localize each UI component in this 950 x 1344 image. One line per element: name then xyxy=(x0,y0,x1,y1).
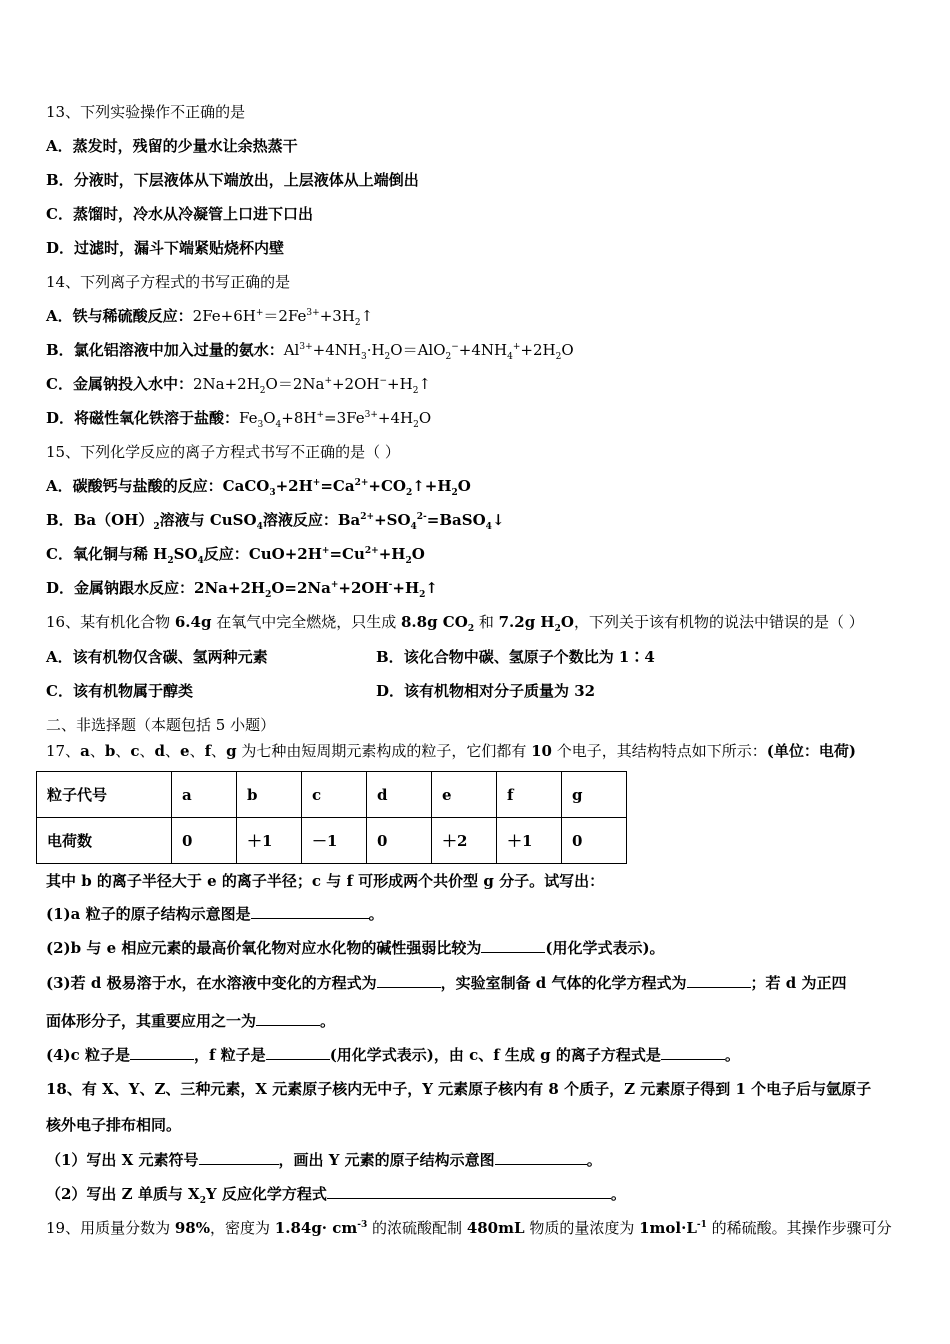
q14-option-d: D．将磁性氧化铁溶于盐酸：$Fe_3O_4+8H^+=3Fe^{3+}+4H_2O$ xyxy=(46,409,432,430)
q19-stem: 19、用质量分数为 98%，密度为 $1.84g\cdot cm^{-3}$ 的浓硫酸配制 480mL 物质的量浓度为 $1mol\cdot L^{-1}$ 的稀硫酸。其操作步骤可分 xyxy=(46,1219,892,1237)
q17-part-2: (2)b 与 e 相应元素的最高价氧化物对应水化物的碱性强弱比较为 (用化学式表示)。 xyxy=(46,939,665,957)
q14-option-a: A．铁与稀硫酸反应：$2Fe+6H^+=2Fe^{3+}+3H_2↑$ xyxy=(46,307,374,328)
answer-blank[interactable] xyxy=(327,1184,611,1199)
table-cell: e xyxy=(432,772,497,818)
q17-stem: 17、a、b、c、d、e、f、g 为七种由短周期元素构成的粒子，它们都有 10 个电子，其结构特点如下所示：(单位：电荷) xyxy=(46,742,856,760)
q15-option-a: A．碳酸钙与盐酸的反应：$CaCO_3+2H^+=Ca^{2+}+CO_2↑+H_2O$ xyxy=(46,477,471,498)
q13-option-a: A．蒸发时，残留的少量水让余热蒸干 xyxy=(46,137,298,155)
q16-option-d: D．该有机物相对分子质量为 32 xyxy=(376,682,596,700)
table-cell: b xyxy=(237,772,302,818)
q13-option-c: C．蒸馏时，冷水从冷凝管上口进下口出 xyxy=(46,205,313,223)
q18-stem: 18、有 X、Y、Z、三种元素，X 元素原子核内无中子，Y 元素原子核内有 8 个质子，Z 元素原子得到 1 个电子后与氩原子 xyxy=(46,1080,872,1098)
table-cell: f xyxy=(497,772,562,818)
q16-option-a: A．该有机物仅含碳、氢两种元素 xyxy=(46,648,268,666)
section-heading: 二、非选择题（本题包括 5 小题） xyxy=(46,716,276,734)
q17-part-3-cont: 面体形分子，其重要应用之一为 。 xyxy=(46,1012,336,1030)
q18-stem-cont: 核外电子排布相同。 xyxy=(46,1116,182,1134)
q15-option-b: B．$Ba(OH)_2$溶液与 CuSO$_4$溶液反应：$Ba^{2+}+SO_4^{2-}=BaSO_4↓$ xyxy=(46,511,505,532)
q13-option-d: D．过滤时，漏斗下端紧贴烧杯内壁 xyxy=(46,239,285,257)
q16-option-b: B．该化合物中碳、氢原子个数比为 1∶4 xyxy=(376,648,655,666)
q13-stem: 13、下列实验操作不正确的是 xyxy=(46,103,246,121)
table-cell: 0 xyxy=(367,818,432,864)
answer-blank[interactable] xyxy=(481,938,545,953)
q18-part-2: （2）写出 Z 单质与 $X_2Y$ 反应化学方程式 。 xyxy=(46,1185,626,1206)
q14-option-c: C．金属钠投入水中：$2Na+2H_2O=2Na^++2OH^-+H_2↑$ xyxy=(46,375,431,396)
answer-blank[interactable] xyxy=(495,1150,587,1165)
table-cell: d xyxy=(367,772,432,818)
q14-stem: 14、下列离子方程式的书写正确的是 xyxy=(46,273,291,291)
table-cell: ＋1 xyxy=(497,818,562,864)
table-cell: ＋2 xyxy=(432,818,497,864)
table-header-code: 粒子代号 xyxy=(37,772,172,818)
q16-stem: 16、某有机化合物 6.4g 在氧气中完全燃烧，只生成 8.8g $CO_2$ 和 7.2g $H_2O$，下列关于该有机物的说法中错误的是（ ） xyxy=(46,613,864,634)
table-cell: ＋1 xyxy=(237,818,302,864)
q18-part-1: （1）写出 X 元素符号 ，画出 Y 元素的原子结构示意图 。 xyxy=(46,1151,602,1169)
answer-blank[interactable] xyxy=(266,1045,330,1060)
q14-option-b: B．氯化铝溶液中加入过量的氨水：$Al^{3+}+4NH_3\cdot H_2O=AlO_2^-+4NH_4^++2H_2O$ xyxy=(46,341,574,362)
table-row-charges xyxy=(37,818,627,864)
q17-part-1: (1)a 粒子的原子结构示意图是 。 xyxy=(46,905,384,923)
q15-stem: 15、下列化学反应的离子方程式书写不正确的是（ ） xyxy=(46,443,400,461)
q17-note: 其中 b 的离子半径大于 e 的离子半径；c 与 f 可形成两个共价型 g 分子。试写出： xyxy=(46,872,605,890)
q15-option-c: C．氧化铜与稀 $H_2SO_4$反应：$CuO+2H^+=Cu^{2+}+H_2O$ xyxy=(46,545,425,566)
table-row-codes xyxy=(37,772,627,818)
q17-part-3: (3)若 d 极易溶于水，在水溶液中变化的方程式为 ，实验室制备 d 气体的化学方程式为 ；若 d 为正四 xyxy=(46,974,847,992)
table-cell: －1 xyxy=(302,818,367,864)
table-cell: 0 xyxy=(562,818,627,864)
particle-table xyxy=(36,771,627,864)
answer-blank[interactable] xyxy=(199,1150,279,1165)
q15-option-d: D．金属钠跟水反应：$2Na+2H_2O=2Na^++2OH^-+H_2↑$ xyxy=(46,579,438,600)
answer-blank[interactable] xyxy=(130,1045,194,1060)
q16-option-c: C．该有机物属于醇类 xyxy=(46,682,193,700)
answer-blank[interactable] xyxy=(661,1045,725,1060)
table-cell: g xyxy=(562,772,627,818)
answer-blank[interactable] xyxy=(256,1011,320,1026)
table-cell: 0 xyxy=(172,818,237,864)
answer-blank[interactable] xyxy=(251,904,369,919)
answer-blank[interactable] xyxy=(687,973,751,988)
table-cell: c xyxy=(302,772,367,818)
answer-blank[interactable] xyxy=(377,973,441,988)
table-cell: a xyxy=(172,772,237,818)
table-header-charge: 电荷数 xyxy=(37,818,172,864)
q17-part-4: (4)c 粒子是 ，f 粒子是 (用化学式表示)，由 c、f 生成 g 的离子方程式是 。 xyxy=(46,1046,740,1064)
q13-option-b: B．分液时，下层液体从下端放出，上层液体从上端倒出 xyxy=(46,171,419,189)
